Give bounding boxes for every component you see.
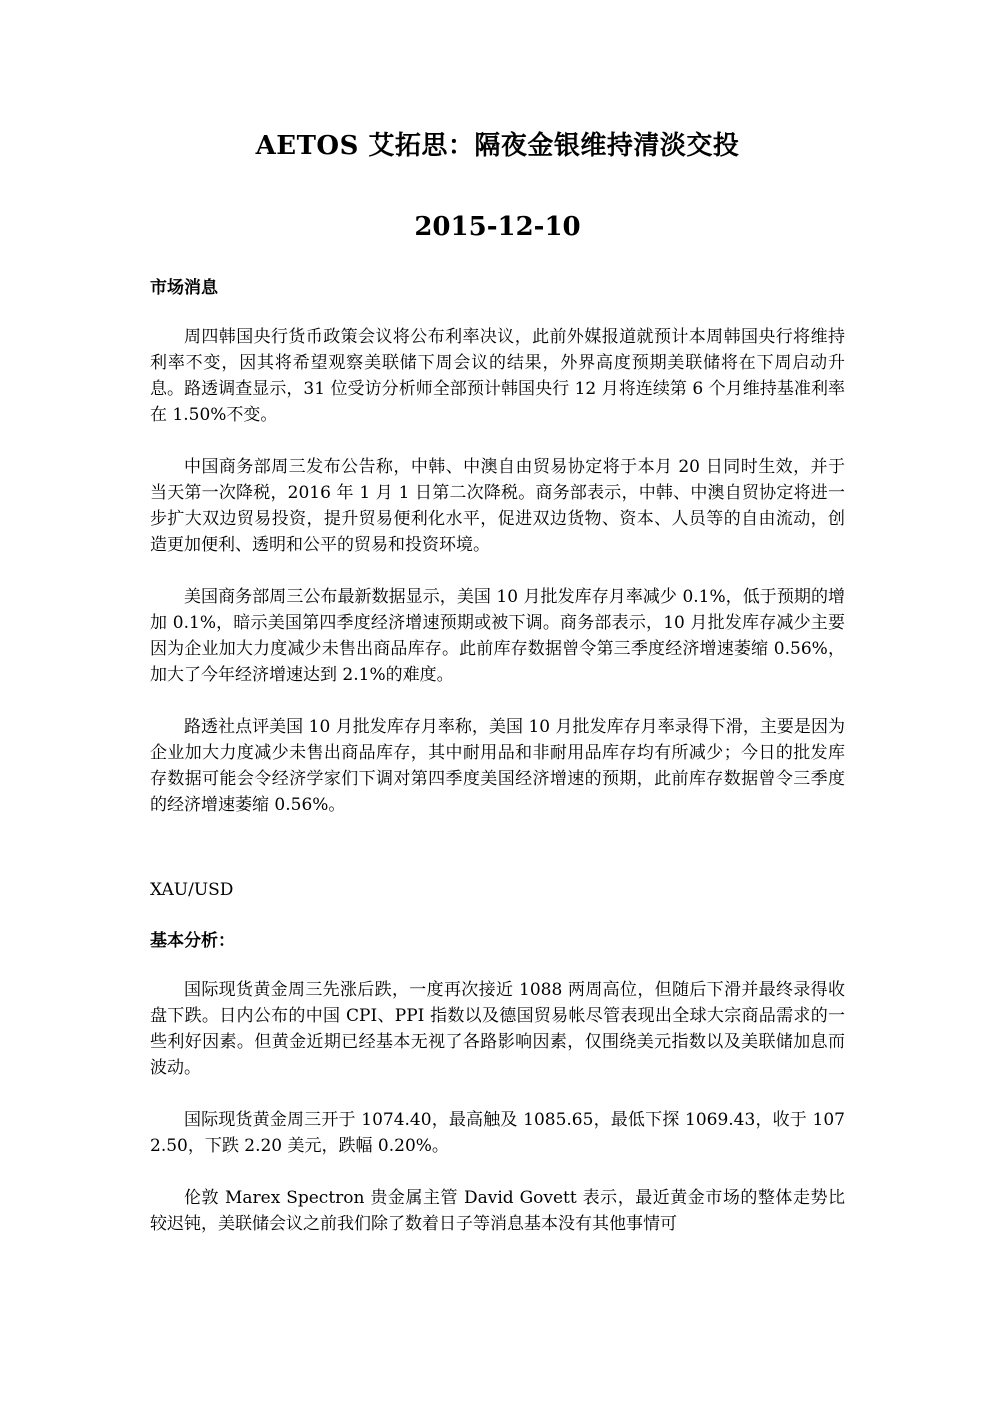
- market-news-paragraph: 美国商务部周三公布最新数据显示，美国 10 月批发库存月率减少 0.1%，低于预期的增加 0.1%，暗示美国第四季度经济增速预期或被下调。商务部表示，10 月批发库存减少主要因为企业加大力度减少未售出商品库存。此前库存数据曾令第三季度经济增速萎缩 0.56%，加大了今年经济增速达到 2.1%的难度。: [150, 587, 845, 685]
- document-body: [150, 125, 845, 1237]
- market-news-heading: 市场消息: [150, 278, 218, 298]
- document-date: 2015-12-10: [414, 212, 581, 242]
- analysis-paragraph: 国际现货黄金周三开于 1074.40，最高触及 1085.65，最低下探 1069.43，收于 1072.50，下跌 2.20 美元，跌幅 0.20%。: [150, 1110, 845, 1156]
- market-news-paragraph: 中国商务部周三发布公告称，中韩、中澳自由贸易协定将于本月 20 日同时生效，并于当天第一次降税，2016 年 1 月 1 日第二次降税。商务部表示，中韩、中澳自贸协定将进一步扩大双边贸易投资，提升贸易便利化水平，促进双边货物、资本、人员等的自由流动，创造更加便利、透明和公平的贸易和投资环境。: [150, 457, 845, 555]
- basic-analysis-heading: 基本分析：: [150, 931, 235, 951]
- currency-pair-heading: XAU/USD: [150, 880, 234, 900]
- xau-section: [150, 876, 845, 1237]
- market-news-section: [150, 274, 845, 818]
- analysis-paragraph: 国际现货黄金周三先涨后跌，一度再次接近 1088 两周高位，但随后下滑并最终录得收盘下跌。日内公布的中国 CPI、PPI 指数以及德国贸易帐尽管表现出全球大宗商品需求的一些利好因素。但黄金近期已经基本无视了各路影响因素，仅围绕美元指数以及美联储加息而波动。: [150, 980, 845, 1078]
- analysis-paragraph: 伦敦 Marex Spectron 贵金属主管 David Govett 表示，最近黄金市场的整体走势比较迟钝，美联储会议之前我们除了数着日子等消息基本没有其他事情可: [150, 1188, 845, 1234]
- document-title: AETOS 艾拓思：隔夜金银维持清淡交投: [255, 131, 740, 161]
- market-news-paragraph: 路透社点评美国 10 月批发库存月率称，美国 10 月批发库存月率录得下滑，主要是因为企业加大力度减少未售出商品库存，其中耐用品和非耐用品库存均有所减少；今日的批发库存数据可能会令经济学家们下调对第四季度美国经济增速的预期，此前库存数据曾令三季度的经济增速萎缩 0.56%。: [150, 717, 845, 815]
- market-news-paragraph: 周四韩国央行货币政策会议将公布利率决议，此前外媒报道就预计本周韩国央行将维持利率不变，因其将希望观察美联储下周会议的结果，外界高度预期美联储将在下周启动升息。路透调查显示，31 位受访分析师全部预计韩国央行 12 月将连续第 6 个月维持基准利率在 1.50%不变。: [150, 327, 845, 425]
